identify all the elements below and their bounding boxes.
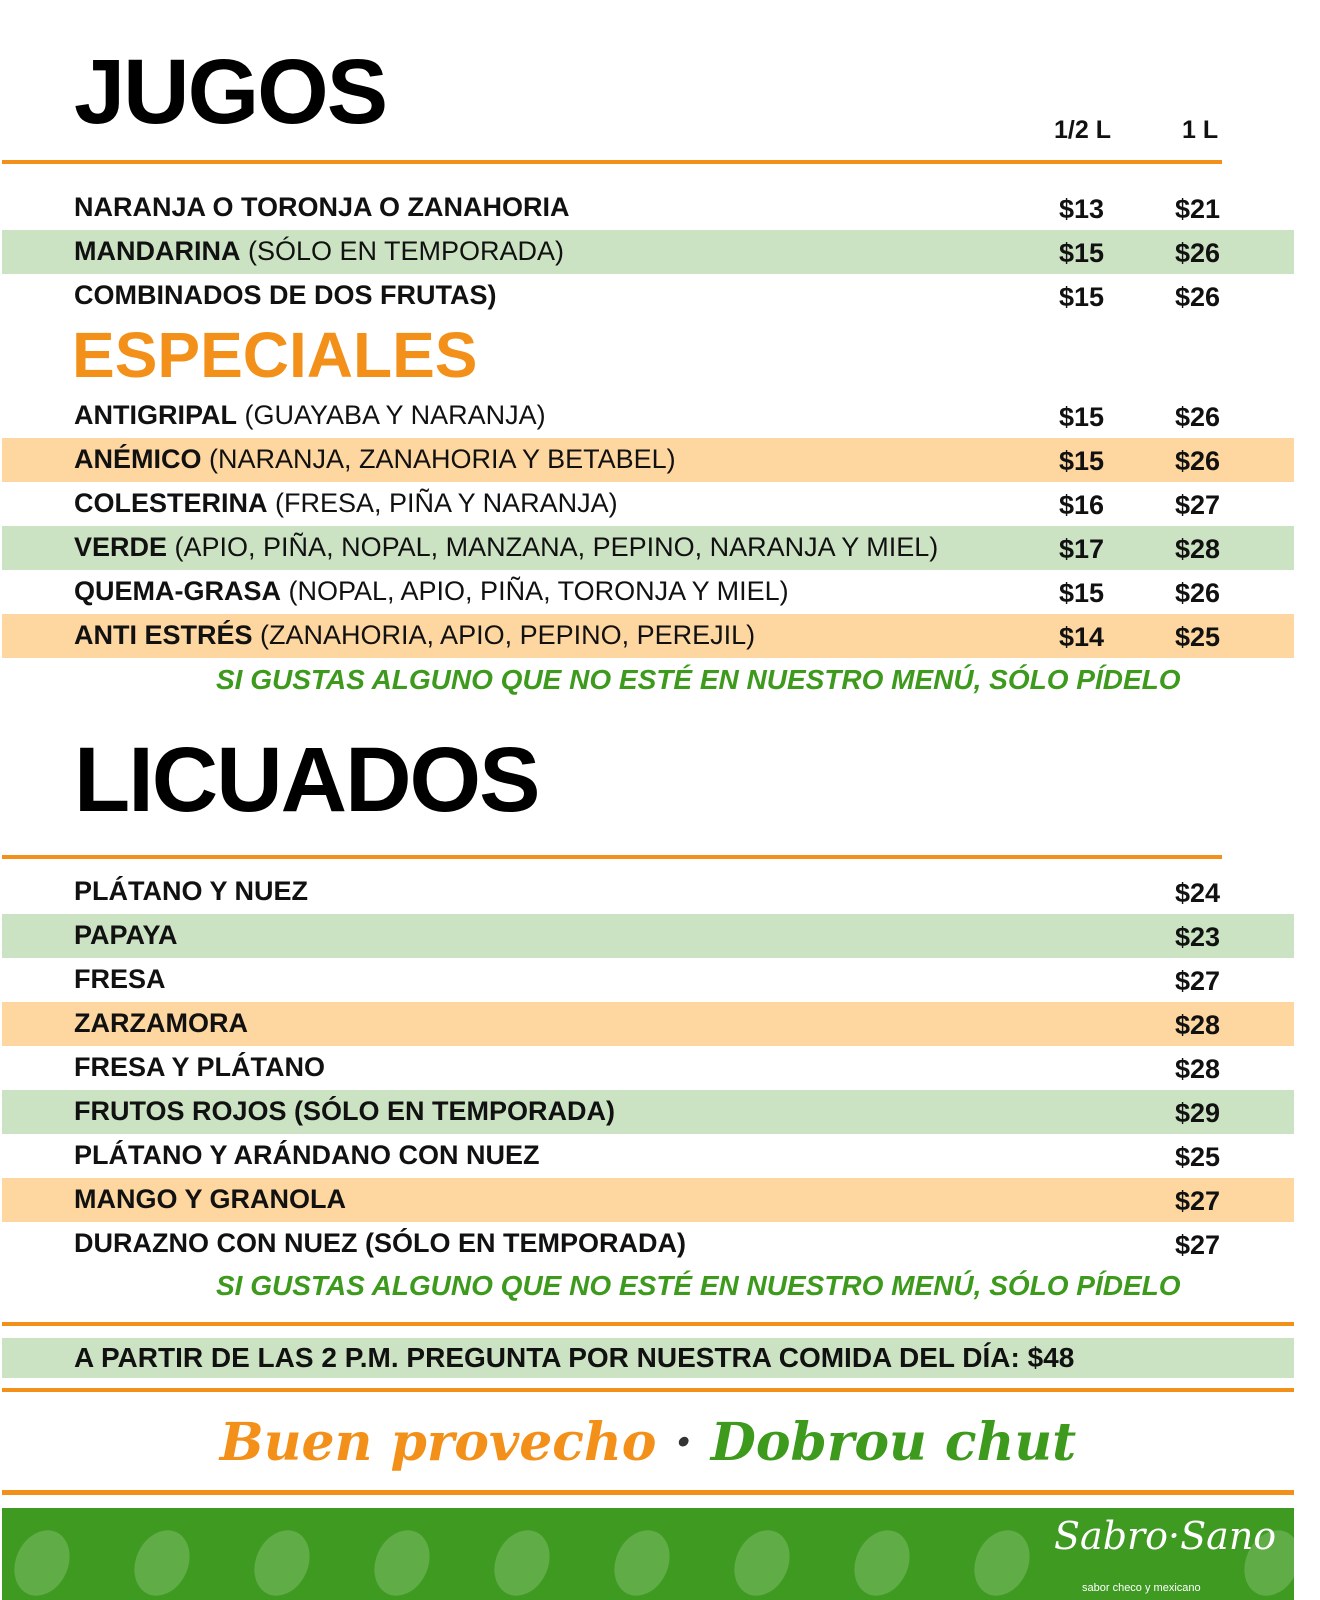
price: $25 bbox=[1174, 1142, 1220, 1172]
item-name: FRUTOS ROJOS (SÓLO EN TEMPORADA) bbox=[74, 1096, 616, 1126]
menu-item-row bbox=[2, 958, 1294, 1002]
item-name-wrap bbox=[74, 1008, 248, 1039]
sabrosano-logo: Sabro·Sano bbox=[1054, 1514, 1277, 1558]
menu-item-row bbox=[2, 1002, 1294, 1046]
comida-del-dia: A PARTIR DE LAS 2 P.M. PREGUNTA POR NUESTRA COMIDA DEL DÍA: $48 bbox=[74, 1342, 1075, 1373]
divider bbox=[2, 1322, 1294, 1326]
price-liter: $25 bbox=[1174, 622, 1220, 652]
item-name: ANÉMICO bbox=[74, 444, 202, 474]
menu-item-row bbox=[2, 614, 1294, 658]
item-name-wrap bbox=[74, 964, 166, 995]
item-name: PAPAYA bbox=[74, 920, 178, 950]
price-liter: $26 bbox=[1174, 446, 1220, 476]
menu-item-row bbox=[2, 1090, 1294, 1134]
price-liter: $26 bbox=[1174, 282, 1220, 312]
price-liter: $26 bbox=[1174, 238, 1220, 268]
divider bbox=[2, 1490, 1294, 1495]
greeting-separator: · bbox=[674, 1412, 693, 1473]
item-name-wrap bbox=[74, 192, 570, 223]
menu-item-row bbox=[2, 186, 1294, 230]
greeting-es: Buen provecho bbox=[219, 1412, 657, 1473]
price-half-liter: $15 bbox=[1058, 446, 1104, 476]
item-description: (NOPAL, APIO, PIÑA, TORONJA Y MIEL) bbox=[281, 576, 789, 606]
price: $23 bbox=[1174, 922, 1220, 952]
menu-item-row bbox=[2, 394, 1294, 438]
item-name: FRESA Y PLÁTANO bbox=[74, 1052, 326, 1082]
licuados-note: SI GUSTAS ALGUNO QUE NO ESTÉ EN NUESTRO MENÚ, SÓLO PÍDELO bbox=[216, 1270, 1181, 1301]
item-name: MANDARINA bbox=[74, 236, 241, 266]
item-name-wrap bbox=[74, 576, 789, 607]
item-name-wrap bbox=[74, 488, 618, 519]
item-name: ZARZAMORA bbox=[74, 1008, 248, 1038]
price-half-liter: $15 bbox=[1058, 402, 1104, 432]
divider bbox=[2, 855, 1222, 859]
item-name-wrap bbox=[74, 444, 676, 475]
item-name: PLÁTANO Y NUEZ bbox=[74, 876, 309, 906]
divider bbox=[2, 1388, 1294, 1392]
price-half-liter: $15 bbox=[1058, 238, 1104, 268]
item-name-wrap bbox=[74, 1228, 686, 1259]
col-half-liter: 1/2 L bbox=[1054, 116, 1111, 144]
item-name-wrap bbox=[74, 1096, 615, 1127]
item-description: (FRESA, PIÑA Y NARANJA) bbox=[267, 488, 618, 518]
item-name-wrap bbox=[74, 620, 755, 651]
price: $27 bbox=[1174, 1230, 1220, 1260]
item-name-wrap bbox=[74, 876, 308, 907]
item-name: FRESA bbox=[74, 964, 166, 994]
item-name: DURAZNO CON NUEZ (SÓLO EN TEMPORADA) bbox=[74, 1228, 686, 1258]
menu-item-row bbox=[2, 438, 1294, 482]
greeting-cz: Dobrou chut bbox=[710, 1412, 1077, 1473]
item-description: (ZANAHORIA, APIO, PEPINO, PEREJIL) bbox=[252, 620, 756, 650]
item-name: COMBINADOS DE DOS FRUTAS) bbox=[74, 280, 497, 310]
menu-item-row bbox=[2, 230, 1294, 274]
menu-item-row bbox=[2, 1134, 1294, 1178]
price-half-liter: $17 bbox=[1058, 534, 1104, 564]
item-name: NARANJA O TORONJA O ZANAHORIA bbox=[74, 192, 570, 222]
menu-item-row bbox=[2, 914, 1294, 958]
item-name-wrap bbox=[74, 1052, 325, 1083]
logo-tagline: sabor checo y mexicano bbox=[1082, 1582, 1201, 1594]
col-liter: 1 L bbox=[1182, 116, 1219, 144]
menu-item-row bbox=[2, 482, 1294, 526]
greeting bbox=[0, 1412, 1296, 1473]
price-liter: $27 bbox=[1174, 490, 1220, 520]
price: $27 bbox=[1174, 966, 1220, 996]
item-name: VERDE bbox=[74, 532, 168, 562]
jugos-title: JUGOS bbox=[74, 41, 387, 143]
price-liter: $26 bbox=[1174, 578, 1220, 608]
menu-item-row bbox=[2, 1178, 1294, 1222]
item-description: (APIO, PIÑA, NOPAL, MANZANA, PEPINO, NARANJA Y MIEL) bbox=[167, 532, 939, 562]
footer-banner bbox=[2, 1508, 1294, 1600]
price-half-liter: $15 bbox=[1058, 282, 1104, 312]
price: $24 bbox=[1174, 878, 1220, 908]
item-name: QUEMA-GRASA bbox=[74, 576, 281, 606]
item-name: MANGO Y GRANOLA bbox=[74, 1184, 347, 1214]
divider bbox=[2, 160, 1222, 164]
menu-item-row bbox=[2, 526, 1294, 570]
price: $29 bbox=[1174, 1098, 1220, 1128]
item-name-wrap bbox=[74, 236, 564, 267]
item-name-wrap bbox=[74, 920, 178, 951]
comida-band bbox=[2, 1338, 1294, 1378]
item-description: (SÓLO EN TEMPORADA) bbox=[240, 236, 565, 266]
item-name: COLESTERINA bbox=[74, 488, 268, 518]
item-description: (NARANJA, ZANAHORIA Y BETABEL) bbox=[201, 444, 676, 474]
menu-item-row bbox=[2, 1222, 1294, 1266]
menu-item-row bbox=[2, 570, 1294, 614]
price-half-liter: $15 bbox=[1058, 578, 1104, 608]
price: $28 bbox=[1174, 1054, 1220, 1084]
item-name-wrap bbox=[74, 532, 938, 563]
item-name-wrap bbox=[74, 1184, 346, 1215]
item-name: ANTIGRIPAL bbox=[74, 400, 237, 430]
price: $28 bbox=[1174, 1010, 1220, 1040]
item-name: ANTI ESTRÉS bbox=[74, 620, 253, 650]
item-name: PLÁTANO Y ARÁNDANO CON NUEZ bbox=[74, 1140, 540, 1170]
menu-item-row bbox=[2, 274, 1294, 318]
price-half-liter: $14 bbox=[1058, 622, 1104, 652]
price: $27 bbox=[1174, 1186, 1220, 1216]
especiales-title: ESPECIALES bbox=[72, 319, 478, 391]
price-liter: $21 bbox=[1174, 194, 1220, 224]
licuados-title: LICUADOS bbox=[74, 729, 539, 831]
price-half-liter: $13 bbox=[1058, 194, 1104, 224]
item-description: (GUAYABA Y NARANJA) bbox=[237, 400, 546, 430]
menu-item-row bbox=[2, 870, 1294, 914]
especiales-note: SI GUSTAS ALGUNO QUE NO ESTÉ EN NUESTRO MENÚ, SÓLO PÍDELO bbox=[216, 664, 1181, 695]
item-name-wrap bbox=[74, 280, 497, 311]
item-name-wrap bbox=[74, 400, 546, 431]
price-liter: $26 bbox=[1174, 402, 1220, 432]
price-liter: $28 bbox=[1174, 534, 1220, 564]
menu-item-row bbox=[2, 1046, 1294, 1090]
item-name-wrap bbox=[74, 1140, 540, 1171]
price-half-liter: $16 bbox=[1058, 490, 1104, 520]
